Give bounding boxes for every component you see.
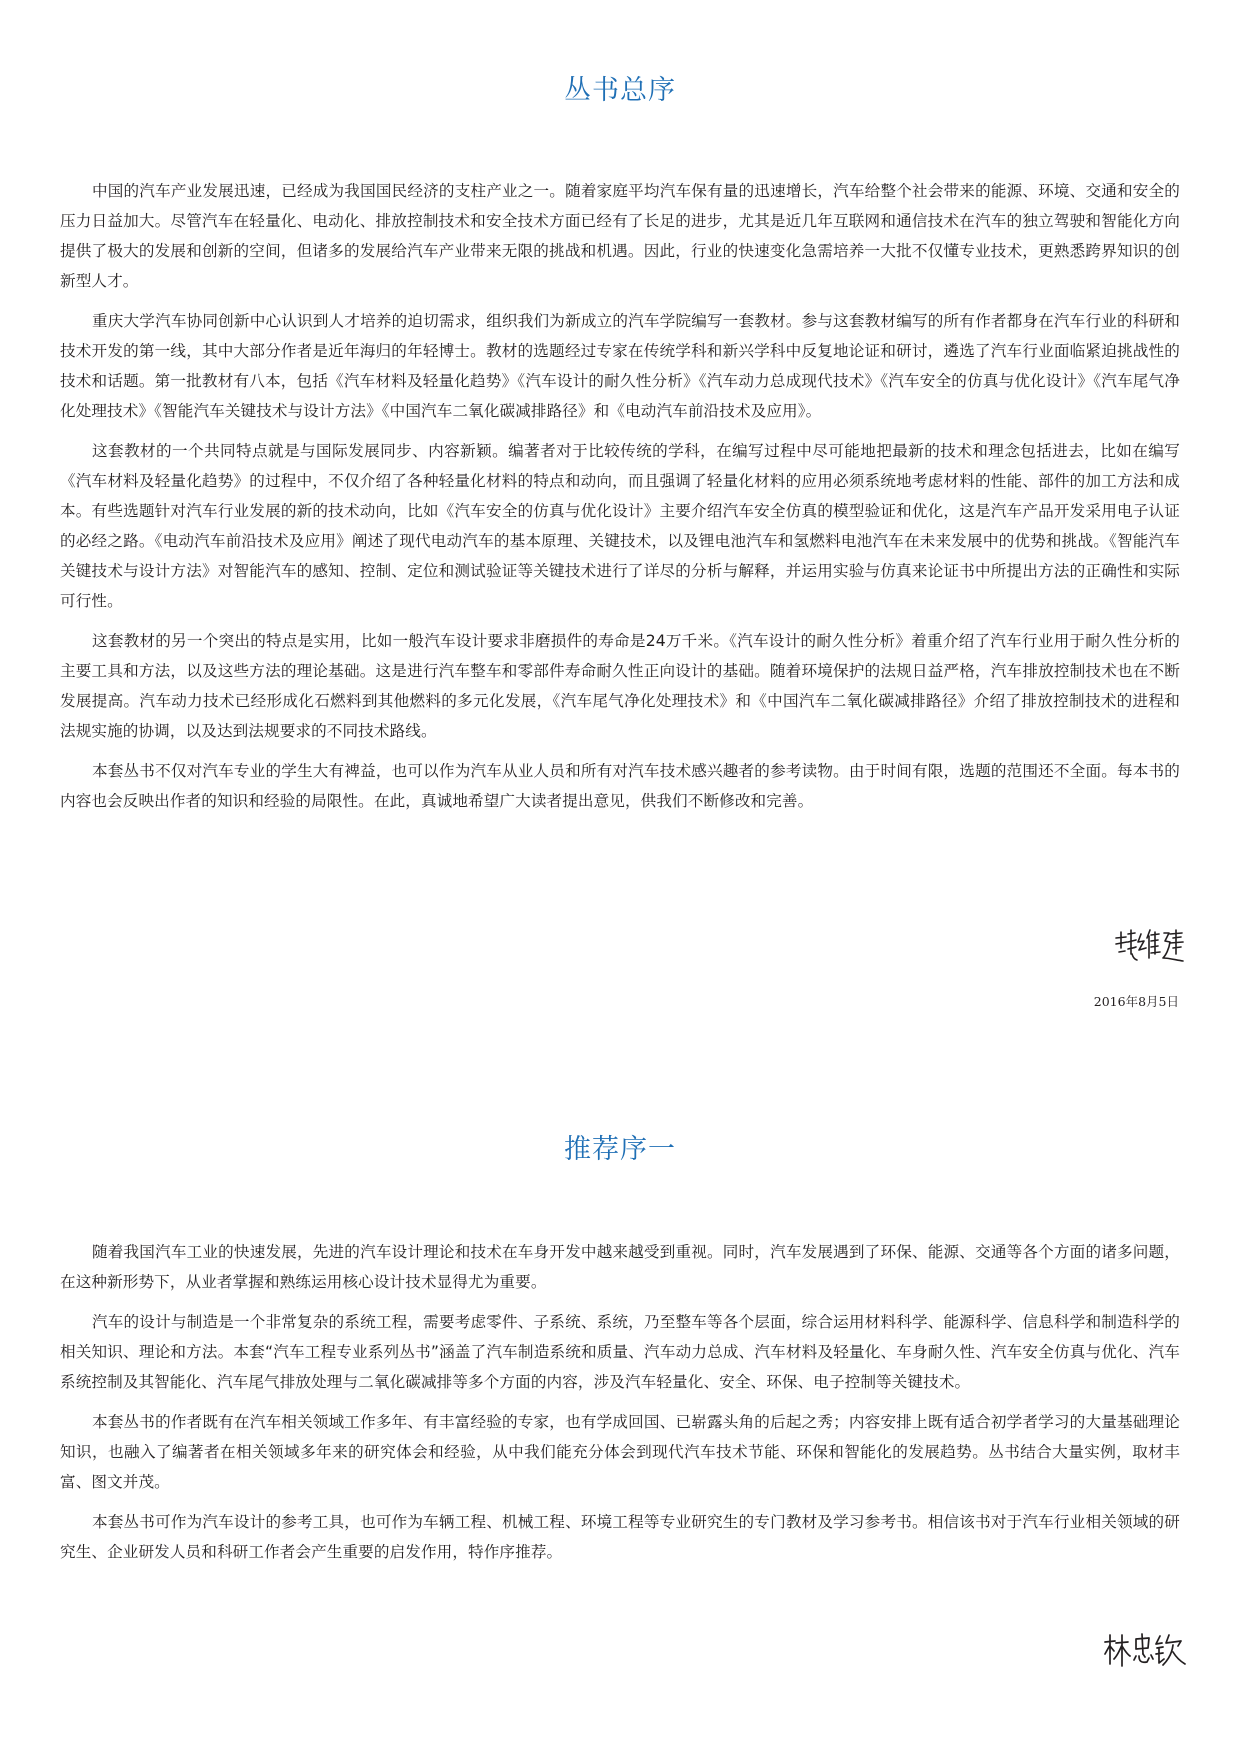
recommendation-preface-title: 推荐序一 bbox=[564, 1134, 676, 1165]
paragraph: 这套教材的另一个突出的特点是实用，比如一般汽车设计要求非磨损件的寿命是24万千米。《汽车设计的耐久性分析》着重介绍了汽车行业用于耐久性分析的主要工具和方法，以及这些方法的理论基础。这是进行汽车整车和零部件寿命耐久性正向设计的基础。随着环境保护的法规日益严格，汽车排放控制技术也在不断发展提高。汽车动力技术已经形成化石燃料到其他燃料的多元化发展，《汽车尾气净化处理技术》和《中国汽车二氧化碳减排路径》介绍了排放控制技术的进程和法规实施的协调，以及达到法规要求的不同技术路线。 bbox=[60, 632, 1180, 740]
paragraph: 本套丛书可作为汽车设计的参考工具，也可作为车辆工程、机械工程、环境工程等专业研究生的专门教材及学习参考书。相信该书对于汽车行业相关领域的研究生、企业研发人员和科研工作者会产生重要的启发作用，特作序推荐。 bbox=[60, 1513, 1180, 1561]
handwritten-signature-han bbox=[1113, 924, 1185, 970]
paragraph: 随着我国汽车工业的快速发展，先进的汽车设计理论和技术在车身开发中越来越受到重视。同时，汽车发展遇到了环保、能源、交通等各个方面的诸多问题，在这种新形势下，从业者掌握和熟练运用核心设计技术显得尤为重要。 bbox=[60, 1243, 1180, 1291]
paragraph: 汽车的设计与制造是一个非常复杂的系统工程，需要考虑零件、子系统、系统，乃至整车等各个层面，综合运用材料科学、能源科学、信息科学和制造科学的相关知识、理论和方法。本套“汽车工程专业系列丛书”涵盖了汽车制造系统和质量、汽车动力总成、汽车材料及轻量化、车身耐久性、汽车安全仿真与优化、汽车系统控制及其智能化、汽车尾气排放处理与二氧化碳减排等多个方面的内容，涉及汽车轻量化、安全、环保、电子控制等关键技术。 bbox=[60, 1313, 1180, 1391]
paragraph: 这套教材的一个共同特点就是与国际发展同步、内容新颖。编著者对于比较传统的学科，在编写过程中尽可能地把最新的技术和理念包括进去，比如在编写《汽车材料及轻量化趋势》的过程中，不仅介绍了各种轻量化材料的特点和动向，而且强调了轻量化材料的应用必须系统地考虑材料的性能、部件的加工方法和成本。有些选题针对汽车行业发展的新的技术动向，比如《汽车安全的仿真与优化设计》主要介绍汽车安全仿真的模型验证和优化，这是汽车产品开发采用电子认证的必经之路。《电动汽车前沿技术及应用》阐述了现代电动汽车的基本原理、关键技术，以及锂电池汽车和氢燃料电池汽车在未来发展中的优势和挑战。《智能汽车关键技术与设计方法》对智能汽车的感知、控制、定位和测试验证等关键技术进行了详尽的分析与解释，并运用实验与仿真来论证书中所提出方法的正确性和实际可行性。 bbox=[60, 442, 1180, 610]
handwritten-signature-lin bbox=[1103, 1630, 1187, 1674]
series-preface-title: 丛书总序 bbox=[564, 75, 676, 106]
paragraph: 重庆大学汽车协同创新中心认识到人才培养的迫切需求，组织我们为新成立的汽车学院编写一套教材。参与这套教材编写的所有作者都身在汽车行业的科研和技术开发的第一线，其中大部分作者是近年海归的年轻博士。教材的选题经过专家在传统学科和新兴学科中反复地论证和研讨，遴选了汽车行业面临紧迫挑战性的技术和话题。第一批教材有八本，包括《汽车材料及轻量化趋势》《汽车设计的耐久性分析》《汽车动力总成现代技术》《汽车安全的仿真与优化设计》《汽车尾气净化处理技术》《智能汽车关键技术与设计方法》《中国汽车二氧化碳减排路径》和《电动汽车前沿技术及应用》。 bbox=[60, 312, 1180, 420]
series-preface-body bbox=[60, 176, 1180, 816]
paragraph: 本套丛书的作者既有在汽车相关领域工作多年、有丰富经验的专家，也有学成回国、已崭露头角的后起之秀；内容安排上既有适合初学者学习的大量基础理论知识，也融入了编著者在相关领域多年来的研究体会和经验，从中我们能充分体会到现代汽车技术节能、环保和智能化的发展趋势。丛书结合大量实例，取材丰富、图文并茂。 bbox=[60, 1413, 1180, 1491]
paragraph: 本套丛书不仅对汽车专业的学生大有裨益，也可以作为汽车从业人员和所有对汽车技术感兴趣者的参考读物。由于时间有限，选题的范围还不全面。每本书的内容也会反映出作者的知识和经验的局限性。在此，真诚地希望广大读者提出意见，供我们不断修改和完善。 bbox=[60, 762, 1180, 810]
recommendation-preface-body bbox=[60, 1237, 1180, 1567]
paragraph: 中国的汽车产业发展迅速，已经成为我国国民经济的支柱产业之一。随着家庭平均汽车保有量的迅速增长，汽车给整个社会带来的能源、环境、交通和安全的压力日益加大。尽管汽车在轻量化、电动化、排放控制技术和安全技术方面已经有了长足的进步，尤其是近几年互联网和通信技术在汽车的独立驾驶和智能化方向提供了极大的发展和创新的空间，但诸多的发展给汽车产业带来无限的挑战和机遇。因此，行业的快速变化急需培养一大批不仅懂专业技术，更熟悉跨界知识的创新型人才。 bbox=[60, 182, 1180, 290]
series-preface-date: 2016年8月5日 bbox=[1093, 994, 1179, 1009]
